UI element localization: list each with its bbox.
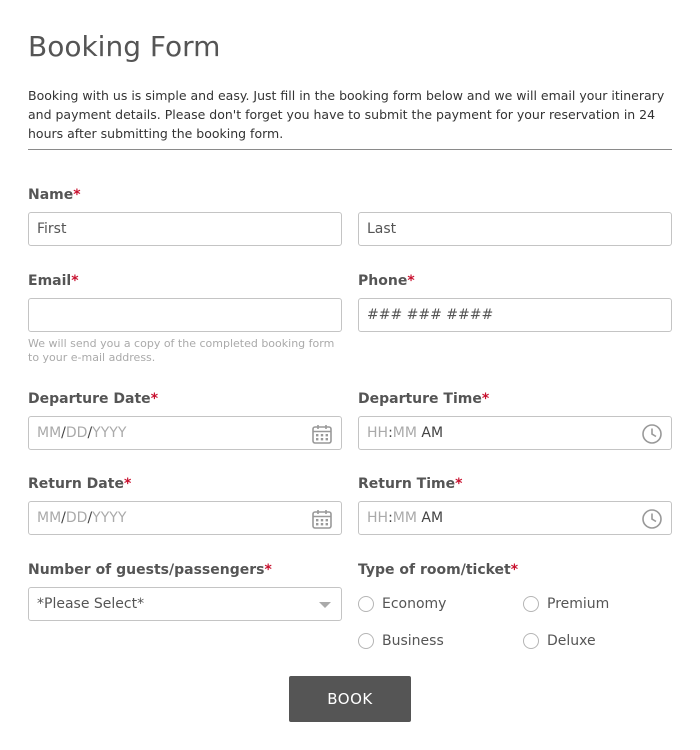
radio-economy[interactable] bbox=[358, 596, 446, 612]
last-name-input[interactable] bbox=[358, 212, 672, 246]
radio-button[interactable] bbox=[358, 596, 374, 612]
departure-time-placeholder bbox=[367, 425, 443, 441]
return-time-placeholder bbox=[367, 510, 443, 526]
guests-selected-value: *Please Select* bbox=[37, 596, 145, 612]
month-placeholder: MM bbox=[37, 425, 62, 441]
required-mark: * bbox=[123, 476, 132, 492]
year-placeholder: YYYY bbox=[92, 425, 127, 441]
required-mark: * bbox=[73, 187, 81, 203]
date-separator: / bbox=[87, 425, 93, 441]
phone-label bbox=[358, 273, 415, 289]
required-mark: * bbox=[71, 273, 79, 289]
month-placeholder: MM bbox=[37, 510, 62, 526]
date-separator: / bbox=[61, 510, 66, 526]
calendar-icon[interactable] bbox=[311, 423, 333, 445]
radio-label: Deluxe bbox=[547, 633, 596, 649]
departure-date-label bbox=[28, 391, 158, 407]
phone-field[interactable] bbox=[358, 298, 672, 332]
room-type-label-text: Type of room/ticket bbox=[358, 562, 511, 578]
required-mark: * bbox=[407, 273, 415, 289]
guests-label bbox=[28, 562, 272, 578]
minute-placeholder: MM bbox=[392, 510, 417, 526]
required-mark: * bbox=[150, 391, 159, 407]
hour-placeholder: HH bbox=[367, 425, 389, 441]
departure-date-label-text: Departure Date bbox=[28, 391, 151, 407]
name-label-text: Name bbox=[28, 187, 74, 203]
required-mark: * bbox=[510, 562, 519, 578]
time-separator: : bbox=[388, 425, 393, 441]
chevron-down-icon[interactable] bbox=[319, 602, 331, 608]
required-mark: * bbox=[481, 391, 490, 407]
room-type-label bbox=[358, 562, 518, 578]
radio-deluxe[interactable] bbox=[523, 633, 596, 649]
hour-placeholder: HH bbox=[367, 510, 389, 526]
guests-select[interactable] bbox=[28, 587, 342, 621]
email-label bbox=[28, 273, 79, 289]
departure-date-placeholder bbox=[37, 425, 126, 441]
name-label bbox=[28, 187, 81, 203]
divider bbox=[28, 149, 672, 150]
radio-label: Business bbox=[382, 633, 444, 649]
radio-label: Premium bbox=[547, 596, 610, 612]
radio-button[interactable] bbox=[358, 633, 374, 649]
return-time-label bbox=[358, 476, 462, 492]
day-placeholder: DD bbox=[65, 510, 88, 526]
phone-label-text: Phone bbox=[358, 273, 408, 289]
return-date-label bbox=[28, 476, 131, 492]
radio-button[interactable] bbox=[523, 633, 539, 649]
time-separator: : bbox=[388, 510, 393, 526]
radio-business[interactable] bbox=[358, 633, 444, 649]
radio-button[interactable] bbox=[523, 596, 539, 612]
calendar-icon[interactable] bbox=[311, 508, 333, 530]
departure-time-label-text: Departure Time bbox=[358, 391, 482, 407]
phone-placeholder: ### ### #### bbox=[367, 307, 494, 323]
required-mark: * bbox=[455, 476, 463, 492]
email-label-text: Email bbox=[28, 273, 72, 289]
date-separator: / bbox=[61, 425, 66, 441]
required-mark: * bbox=[264, 562, 272, 578]
email-field[interactable] bbox=[28, 298, 342, 332]
form-description: Booking with us is simple and easy. Just fill in the booking form below and we will email your itinerary and payment details. Please don't forget you have to submit the payment for your reservation in 24 hours after submitting the booking form. bbox=[28, 88, 665, 141]
ampm-value: AM bbox=[421, 425, 444, 441]
date-separator: / bbox=[87, 510, 93, 526]
day-placeholder: DD bbox=[65, 425, 88, 441]
return-time-field[interactable] bbox=[358, 501, 672, 535]
radio-label: Economy bbox=[382, 596, 447, 612]
return-date-placeholder bbox=[37, 510, 126, 526]
return-time-label-text: Return Time bbox=[358, 476, 456, 492]
minute-placeholder: MM bbox=[392, 425, 417, 441]
last-name-placeholder: Last bbox=[367, 221, 397, 237]
year-placeholder: YYYY bbox=[92, 510, 127, 526]
form-title: Booking Form bbox=[28, 30, 221, 63]
departure-date-field[interactable] bbox=[28, 416, 342, 450]
book-button[interactable]: BOOK bbox=[289, 676, 411, 722]
clock-icon[interactable] bbox=[641, 423, 663, 445]
return-date-field[interactable] bbox=[28, 501, 342, 535]
email-hint: We will send you a copy of the completed booking form to your e-mail address. bbox=[28, 337, 335, 364]
first-name-input[interactable] bbox=[28, 212, 342, 246]
departure-time-field[interactable] bbox=[358, 416, 672, 450]
clock-icon[interactable] bbox=[641, 508, 663, 530]
ampm-value: AM bbox=[421, 510, 444, 526]
first-name-placeholder: First bbox=[37, 221, 67, 237]
departure-time-label bbox=[358, 391, 489, 407]
return-date-label-text: Return Date bbox=[28, 476, 124, 492]
guests-label-text: Number of guests/passengers bbox=[28, 562, 265, 578]
radio-premium[interactable] bbox=[523, 596, 609, 612]
